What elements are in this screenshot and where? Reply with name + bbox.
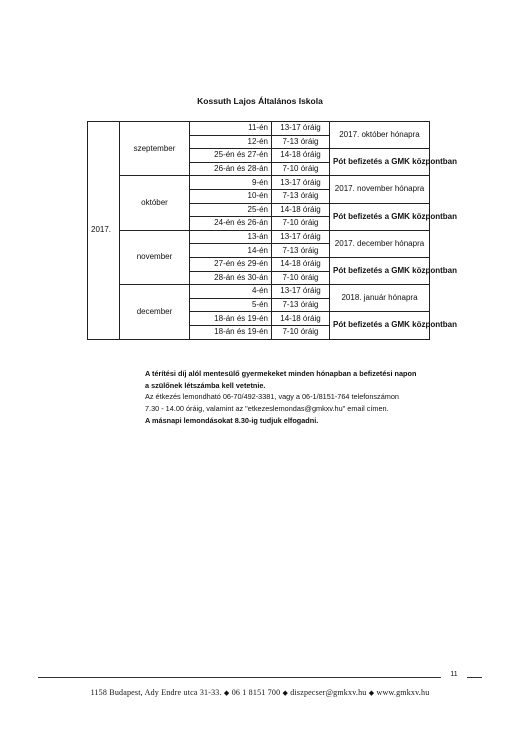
- time-cell: 13-17 óráig: [272, 285, 330, 299]
- time-cell: 14-18 óráig: [272, 203, 330, 217]
- table-row: [88, 230, 430, 244]
- footer: [0, 688, 520, 697]
- day-cell: 10-én: [190, 189, 272, 203]
- day-cell: 4-én: [190, 285, 272, 299]
- schedule-table: [87, 121, 458, 340]
- note-line-3: Az étkezés lemondható 06-70/492-3381, vagy a 06-1/8151-764 telefonszámon: [145, 392, 399, 402]
- note-line-5: A másnapi lemondásokat 8.30-ig tudjuk elfogadni.: [145, 415, 319, 425]
- time-cell: 7-10 óráig: [272, 162, 330, 176]
- diamond-icon: ◆: [223, 689, 230, 697]
- day-cell: 13-án: [190, 230, 272, 244]
- day-cell: 25-én: [190, 203, 272, 217]
- footer-rule: [38, 677, 482, 678]
- time-cell: 13-17 óráig: [272, 230, 330, 244]
- time-cell: 7-10 óráig: [272, 271, 330, 285]
- day-cell: 9-én: [190, 176, 272, 190]
- day-cell: 18-án és 19-én: [190, 325, 272, 339]
- footer-email: diszpecser@gmkxv.hu: [290, 688, 367, 697]
- day-cell: 28-án és 30-án: [190, 271, 272, 285]
- page-number: 11: [441, 671, 467, 678]
- table-row: [88, 285, 430, 299]
- day-cell: 14-én: [190, 244, 272, 258]
- time-cell: 7-13 óráig: [272, 189, 330, 203]
- time-cell: 14-18 óráig: [272, 149, 330, 163]
- table-row: [88, 176, 430, 190]
- footer-phone: 06 1 8151 700: [231, 688, 281, 697]
- day-cell: 24-én és 26-án: [190, 217, 272, 231]
- day-cell: 25-én és 27-én: [190, 149, 272, 163]
- note-line-4: 7.30 - 14.00 óráig, valamint az "etkezeslemondas@gmkxv.hu" email címen.: [145, 404, 389, 414]
- time-cell: 7-13 óráig: [272, 244, 330, 258]
- target-month-cell: 2018. január hónapra: [330, 285, 430, 312]
- target-month-cell: 2017. november hónapra: [330, 176, 430, 203]
- day-cell: 27-én és 29-én: [190, 257, 272, 271]
- extra-payment-cell: Pót befizetés a GMK központban: [330, 203, 430, 230]
- table-row: [88, 122, 430, 136]
- time-cell: 13-17 óráig: [272, 122, 330, 136]
- notes-block: [145, 368, 416, 427]
- day-cell: 5-én: [190, 298, 272, 312]
- time-cell: 7-10 óráig: [272, 217, 330, 231]
- day-cell: 11-én: [190, 122, 272, 136]
- month-cell: szeptember: [120, 122, 190, 176]
- time-cell: 7-13 óráig: [272, 135, 330, 149]
- diamond-icon: ◆: [368, 689, 375, 697]
- target-month-cell: 2017. október hónapra: [330, 122, 430, 149]
- month-cell: december: [120, 285, 190, 339]
- time-cell: 14-18 óráig: [272, 312, 330, 326]
- day-cell: 18-án és 19-én: [190, 312, 272, 326]
- diamond-icon: ◆: [282, 689, 289, 697]
- time-cell: 7-13 óráig: [272, 298, 330, 312]
- document-title: Kossuth Lajos Általános Iskola: [197, 96, 323, 106]
- extra-payment-cell: Pót befizetés a GMK központban: [330, 312, 430, 339]
- footer-web: www.gmkxv.hu: [376, 688, 430, 697]
- time-cell: 13-17 óráig: [272, 176, 330, 190]
- month-cell: november: [120, 230, 190, 284]
- note-line-1: A térítési díj alól mentesülő gyermekeket minden hónapban a befizetési napon: [145, 369, 417, 378]
- day-cell: 12-én: [190, 135, 272, 149]
- extra-payment-cell: Pót befizetés a GMK központban: [330, 149, 430, 176]
- year-cell: 2017.: [88, 122, 120, 340]
- target-month-cell: 2017. december hónapra: [330, 230, 430, 257]
- day-cell: 26-án és 28-án: [190, 162, 272, 176]
- footer-address: 1158 Budapest, Ady Endre utca 31-33.: [90, 688, 222, 697]
- time-cell: 7-10 óráig: [272, 325, 330, 339]
- time-cell: 14-18 óráig: [272, 257, 330, 271]
- note-line-2: a szülőnek létszámba kell vetetnie.: [145, 380, 266, 390]
- extra-payment-cell: Pót befizetés a GMK központban: [330, 257, 430, 284]
- month-cell: október: [120, 176, 190, 230]
